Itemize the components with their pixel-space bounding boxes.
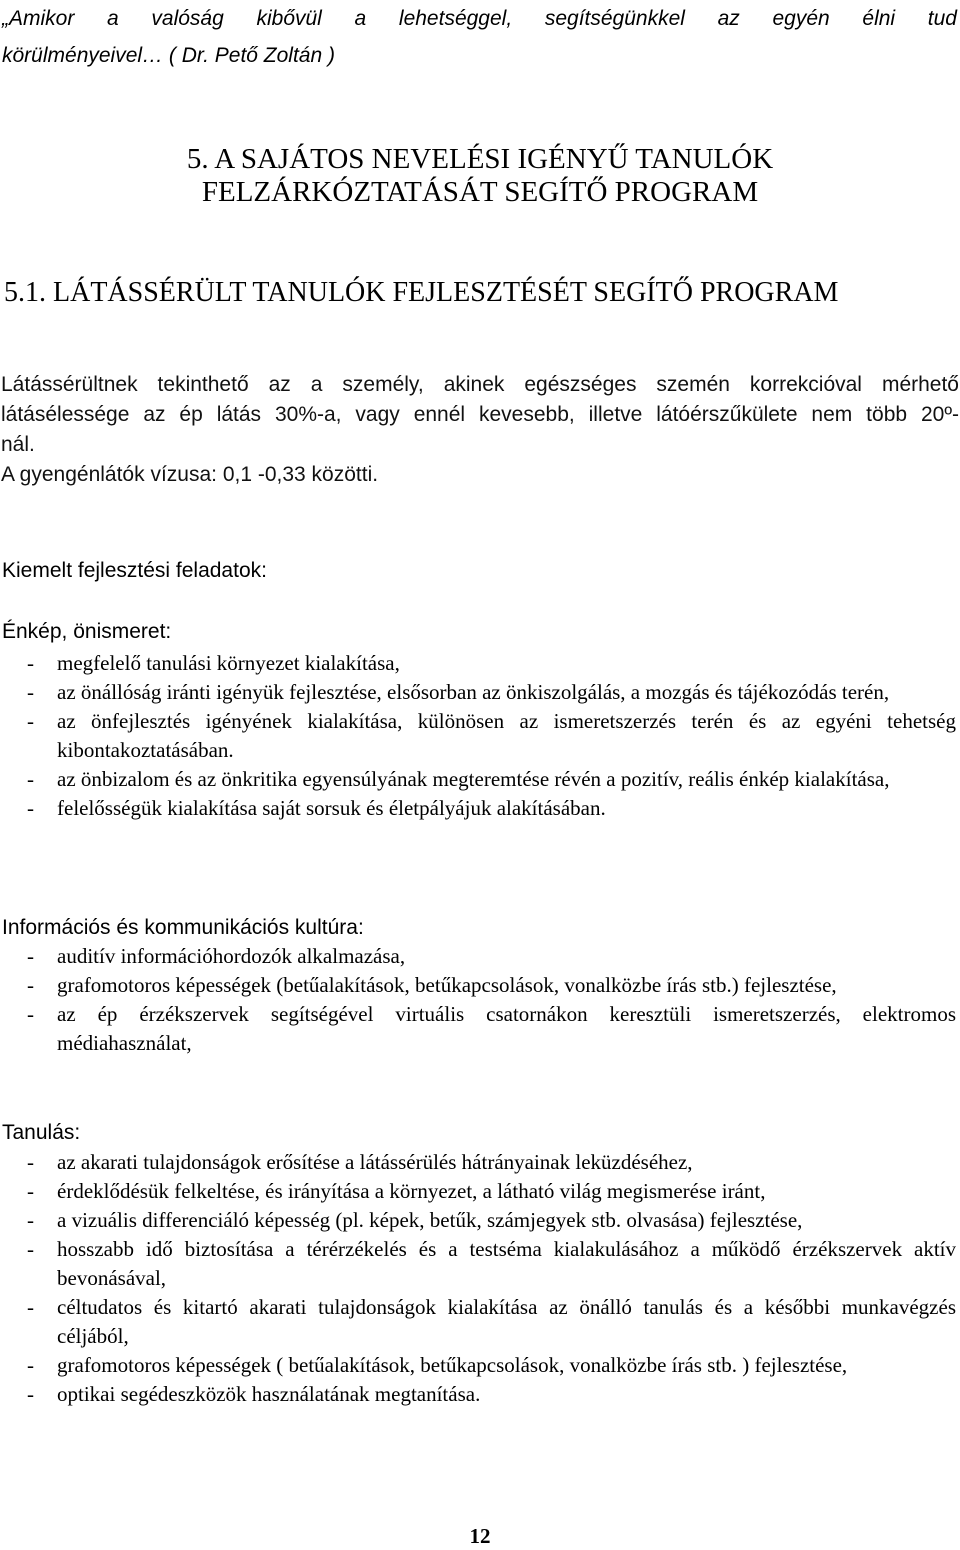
list-info (0, 942, 960, 1058)
list-item (0, 1177, 960, 1206)
dash-bullet: - (27, 1179, 34, 1203)
dash-bullet: - (27, 680, 34, 704)
list-item (0, 942, 960, 971)
list-item (0, 649, 960, 678)
list-item-text: hosszabb idő biztosítása a térérzékelés és a testséma kialakulásához a működő érzékszervek aktív bevonásával, (57, 1237, 956, 1290)
section-enkep (0, 617, 960, 646)
dash-bullet: - (27, 1237, 34, 1261)
dash-bullet: - (27, 1353, 34, 1377)
list-item (0, 1206, 960, 1235)
dash-bullet: - (27, 1150, 34, 1174)
list-item-text: az ép érzékszervek segítségével virtuális csatornákon keresztüli ismeretszerzés, elektromos médiahasználat, (57, 1002, 956, 1055)
list-item (0, 1293, 960, 1351)
chapter-title-line-1: 5. A SAJÁTOS NEVELÉSI IGÉNYŰ TANULÓK (186, 143, 774, 175)
section-info (0, 913, 960, 942)
list-item-text: megfelelő tanulási környezet kialakítása, (57, 651, 400, 675)
section-title-info: Információs és kommunikációs kultúra: (2, 916, 364, 939)
list-item-text: érdeklődésük felkeltése, és irányítása a környezet, a látható világ megismerése iránt, (57, 1179, 766, 1203)
list-item (0, 1235, 960, 1293)
list-item-text: auditív információhordozók alkalmazása, (57, 944, 406, 968)
list-item-text: grafomotoros képességek ( betűalakítások, betűkapcsolások, vonalközbe írás stb. ) fejlesztése, (57, 1353, 848, 1377)
dash-bullet: - (27, 1295, 34, 1319)
tasks-heading: Kiemelt fejlesztési feladatok: (2, 559, 267, 582)
dash-bullet: - (27, 1208, 34, 1232)
list-item-text: grafomotoros képességek (betűalakítások, betűkapcsolások, vonalközbe írás stb.) fejlesztése, (57, 973, 837, 997)
list-item-text: a vizuális differenciáló képesség (pl. képek, betűk, számjegyek stb. olvasása) fejlesztése, (57, 1208, 803, 1232)
section-tanulas (0, 1118, 960, 1147)
list-item (0, 707, 960, 765)
list-item (0, 678, 960, 707)
list-item-text: az önfejlesztés igényének kialakítása, különösen az ismeretszerzés terén és az egyéni tehetség kibontakoztatásában. (57, 709, 956, 762)
intro-line-3: nál. (1, 433, 35, 456)
chapter-title (0, 143, 960, 209)
dash-bullet: - (27, 1382, 34, 1406)
intro-line-1: Látássérültnek tekinthető az a személy, akinek egészséges szemén korrekcióval mérhető (1, 373, 959, 396)
list-item-text: az akarati tulajdonságok erősítése a látássérülés hátrányainak leküzdéséhez, (57, 1150, 693, 1174)
section-subtitle: 5.1. LÁTÁSSÉRÜLT TANULÓK FEJLESZTÉSÉT SEGÍTŐ PROGRAM (4, 277, 839, 308)
page-number: 12 (469, 1524, 491, 1548)
list-item (0, 1148, 960, 1177)
intro-line-4: A gyengénlátók vízusa: 0,1 -0,33 közötti. (1, 463, 379, 486)
quote-line-2: körülményeivel… ( Dr. Pető Zoltán ) (2, 44, 335, 67)
chapter-title-line-2: FELZÁRKÓZTATÁSÁT SEGÍTŐ PROGRAM (201, 176, 759, 208)
dash-bullet: - (27, 973, 34, 997)
dash-bullet: - (27, 651, 34, 675)
list-item (0, 765, 960, 794)
list-item (0, 1380, 960, 1409)
intro-paragraph (1, 370, 959, 490)
list-item (0, 1000, 960, 1058)
quote-line-1: „Amikor a valóság kibővül a lehetséggel, segítségünkkel az egyén élni tud (2, 7, 957, 30)
list-tanulas (0, 1148, 960, 1409)
list-item-text: az önállóság iránti igényük fejlesztése, elsősorban az önkiszolgálás, a mozgás és tájékozódás terén, (57, 680, 890, 704)
dash-bullet: - (27, 767, 34, 791)
dash-bullet: - (27, 709, 34, 733)
list-enkep (0, 649, 960, 823)
section-title-tanulas: Tanulás: (2, 1121, 81, 1144)
list-item-text: optikai segédeszközök használatának megtanítása. (57, 1382, 481, 1406)
dash-bullet: - (27, 944, 34, 968)
motto-quote (2, 0, 957, 74)
list-item (0, 794, 960, 823)
list-item-text: céltudatos és kitartó akarati tulajdonságok kialakítása az önálló tanulás és a későbbi munkavégzés céljából, (57, 1295, 956, 1348)
list-item-text: az önbizalom és az önkritika egyensúlyának megteremtése révén a pozitív, reális énkép kialakítása, (57, 767, 890, 791)
list-item-text: felelősségük kialakítása saját sorsuk és életpályájuk alakításában. (57, 796, 606, 820)
section-title-enkep: Énkép, önismeret: (2, 620, 172, 643)
list-item (0, 1351, 960, 1380)
intro-line-2: látásélessége az ép látás 30%-a, vagy ennél kevesebb, illetve látóérszűkülete nem több 20º- (1, 403, 959, 426)
dash-bullet: - (27, 796, 34, 820)
dash-bullet: - (27, 1002, 34, 1026)
list-item (0, 971, 960, 1000)
